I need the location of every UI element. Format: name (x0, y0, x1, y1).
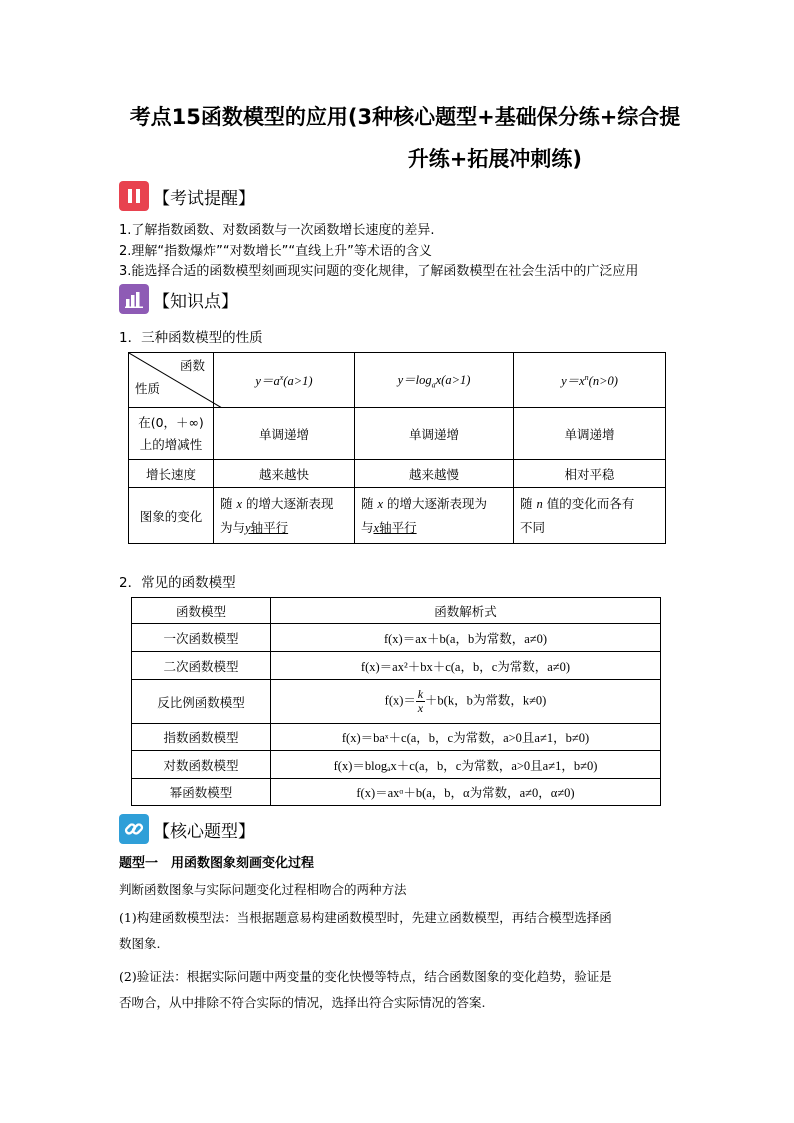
table-header: 函数解析式 (271, 598, 661, 624)
title-line-1: 考点15函数模型的应用(3种核心题型+基础保分练+综合提 (129, 105, 681, 129)
table-corner-cell (129, 353, 214, 408)
title-line-2: 升练+拓展冲刺练) (407, 147, 582, 171)
methods-intro: 判断函数图象与实际问题变化过程相吻合的两种方法 (119, 882, 407, 897)
core-label: 【核心题型】 (153, 821, 255, 842)
page-title (110, 96, 700, 180)
table-cell: 随 n 值的变化而各有 不同 (514, 488, 666, 544)
col-exp-header: $y=a^x(a>1)$ (214, 353, 355, 408)
exam-tip-item: 1.了解指数函数、对数函数与一次函数增长速度的差异. (119, 223, 435, 238)
table-header: 函数模型 (132, 598, 271, 624)
exam-tips-label: 【考试提醒】 (153, 188, 255, 209)
bar-chart-icon (119, 284, 149, 314)
table-cell: 单调递增 (355, 408, 514, 460)
table-cell: 随 x 的增大逐渐表现为 与x轴平行 (355, 488, 514, 544)
model-formula: f(x)＝blogₐx＋c(a，b，c为常数，a>0且a≠1，b≠0) (271, 751, 661, 779)
col-log-header: $y=\log_ax(a>1)$ (355, 353, 514, 408)
model-name: 二次函数模型 (132, 652, 271, 680)
method-1-line-a: (1)构建函数模型法：当根据题意易构建函数模型时，先建立函数模型，再结合模型选择函 (119, 910, 612, 925)
row-monotonic-label: 在(0，＋∞) 上的增减性 (129, 408, 214, 460)
exam-tips-header (119, 181, 255, 211)
row-growth-label: 增长速度 (129, 460, 214, 488)
exam-tip-item: 2.理解“指数爆炸”“对数增长”“直线上升”等术语的含义 (119, 243, 432, 259)
table-cell: 随 x 的增大逐渐表现 为与y轴平行 (214, 488, 355, 544)
model-formula: f(x)＝ $\frac{k}{x}$ ＋b(k，b为常数，k≠0) (271, 680, 661, 724)
method-2-line-b: 否吻合，从中排除不符合实际的情况，选择出符合实际情况的答案. (119, 995, 486, 1010)
knowledge-subtitle-1: 1．三种函数模型的性质 (119, 330, 263, 346)
table-cell: 越来越快 (214, 460, 355, 488)
function-models-table (131, 597, 661, 806)
knowledge-label: 【知识点】 (153, 291, 238, 312)
core-header (119, 814, 255, 844)
corner-bottom-label: 性质 (135, 381, 161, 396)
table-cell: 单调递增 (214, 408, 355, 460)
function-properties-table (128, 352, 666, 544)
knowledge-subtitle-2: 2．常见的函数模型 (119, 575, 236, 591)
model-name: 反比例函数模型 (132, 680, 271, 724)
model-formula: f(x)＝baˣ＋c(a，b，c为常数，a>0且a≠1，b≠0) (271, 724, 661, 751)
method-1-line-b: 数图象. (119, 936, 161, 951)
col-power-header: $y=x^n(n>0)$ (514, 353, 666, 408)
pause-bars-icon (119, 181, 149, 211)
model-name: 幂函数模型 (132, 779, 271, 806)
model-formula: f(x)＝ax²＋bx＋c(a，b，c为常数，a≠0) (271, 652, 661, 680)
type1-title: 题型一 用函数图象刻画变化过程 (119, 856, 315, 871)
corner-top-label: 函数 (179, 358, 205, 373)
table-cell: 单调递增 (514, 408, 666, 460)
method-2-line-a: (2)验证法：根据实际问题中两变量的变化快慢等特点，结合函数图象的变化趋势，验证是 (119, 969, 612, 984)
table-cell: 相对平稳 (514, 460, 666, 488)
model-formula: f(x)＝ax＋b(a，b为常数，a≠0) (271, 624, 661, 652)
table-cell: 越来越慢 (355, 460, 514, 488)
fraction: $\frac{k}{x}$ (417, 687, 424, 715)
row-graph-label: 图象的变化 (129, 488, 214, 544)
link-icon (119, 814, 149, 844)
exam-tips-list (119, 221, 638, 283)
exam-tip-item: 3.能选择合适的函数模型刻画现实问题的变化规律，了解函数模型在社会生活中的广泛应用 (119, 264, 639, 279)
knowledge-header (119, 284, 238, 314)
model-name: 对数函数模型 (132, 751, 271, 779)
model-name: 一次函数模型 (132, 624, 271, 652)
model-formula: f(x)＝axᵅ＋b(a，b，α为常数，a≠0，α≠0) (271, 779, 661, 806)
model-name: 指数函数模型 (132, 724, 271, 751)
